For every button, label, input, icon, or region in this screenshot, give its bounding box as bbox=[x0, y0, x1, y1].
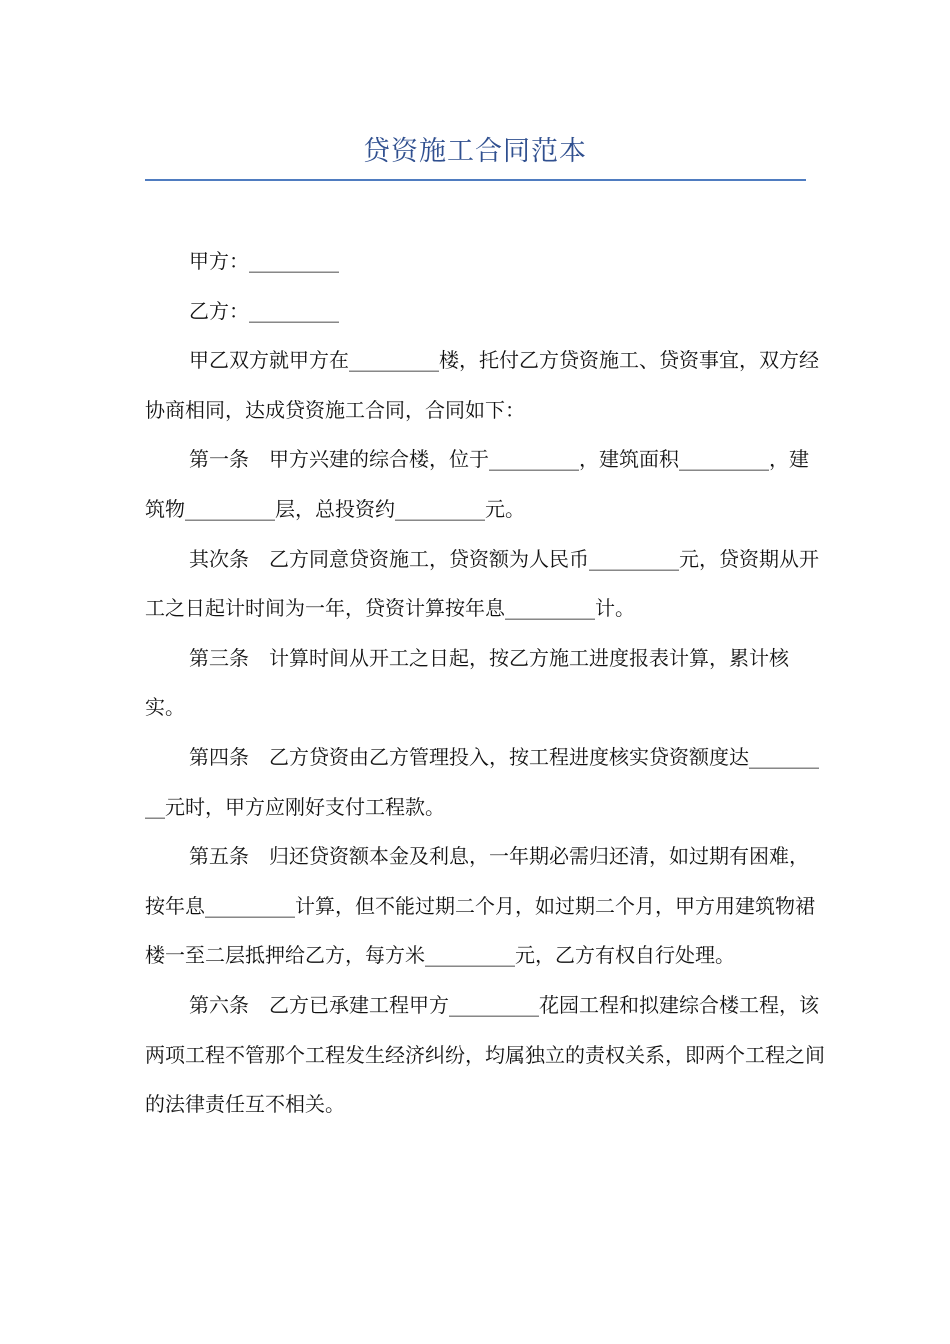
article-1: 第一条 甲方兴建的综合楼，位于_________，建筑面积_________，建筑物_________层，总投资约_________元。 bbox=[145, 447, 809, 521]
party-a-line: 甲方：_________ bbox=[189, 249, 339, 273]
document-title: 贷资施工合同范本 bbox=[363, 136, 587, 167]
article-4: 第四条 乙方贷资由乙方管理投入，按工程进度核实贷资额度达_________元时，甲方应刚好支付工程款。 bbox=[145, 744, 819, 819]
party-b-line: 乙方：_________ bbox=[189, 298, 339, 323]
article-6: 第六条 乙方已承建工程甲方_________花园工程和拟建综合楼工程，该两项工程不管那个工程发生经济纠纷，均属独立的责权关系，即两个工程之间的法律责任互不相关。 bbox=[145, 992, 825, 1117]
article-2: 其次条 乙方同意贷资施工，贷资额为人民币_________元，贷资期从开工之日起计时间为一年，贷资计算按年息_________计。 bbox=[145, 546, 819, 621]
contract-body bbox=[145, 237, 825, 1130]
preamble-paragraph: 甲乙双方就甲方在_________楼，托付乙方贷资施工、贷资事宜，双方经协商相同，达成贷资施工合同，合同如下： bbox=[145, 348, 819, 422]
title-underline bbox=[145, 179, 806, 181]
article-3: 第三条 计算时间从开工之日起，按乙方施工进度报表计算，累计核实。 bbox=[145, 645, 789, 720]
article-5: 第五条 归还贷资额本金及利息，一年期必需归还清，如过期有困难，按年息_________计算，但不能过期二个月，如过期二个月，甲方用建筑物裙楼一至二层抵押给乙方，每方米_________元，乙方有权自行处理。 bbox=[145, 844, 815, 968]
